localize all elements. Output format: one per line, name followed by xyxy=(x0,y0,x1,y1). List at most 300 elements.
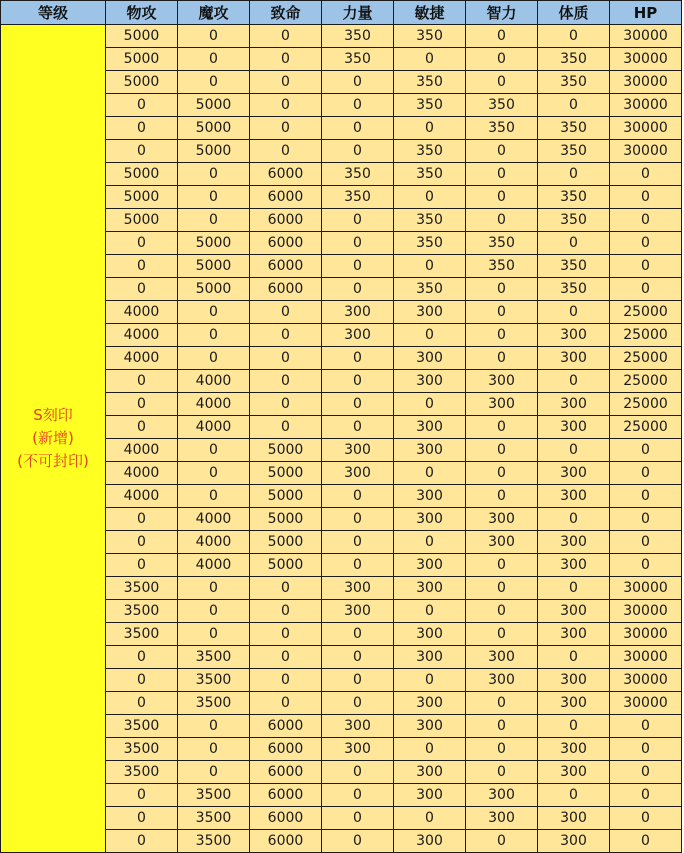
header-agility: 敏捷 xyxy=(394,1,466,25)
cell-agility: 300 xyxy=(394,577,466,600)
cell-strength: 0 xyxy=(322,370,394,393)
cell-strength: 0 xyxy=(322,508,394,531)
cell-hp: 0 xyxy=(610,439,682,462)
cell-phys-atk: 0 xyxy=(106,416,178,439)
cell-agility: 300 xyxy=(394,416,466,439)
cell-strength: 0 xyxy=(322,554,394,577)
cell-strength: 0 xyxy=(322,416,394,439)
cell-strength: 0 xyxy=(322,807,394,830)
cell-agility: 300 xyxy=(394,623,466,646)
cell-magic-atk: 0 xyxy=(178,623,250,646)
cell-hp: 25000 xyxy=(610,347,682,370)
cell-hp: 0 xyxy=(610,278,682,301)
cell-strength: 300 xyxy=(322,600,394,623)
cell-intelligence: 0 xyxy=(466,347,538,370)
cell-critical: 0 xyxy=(250,600,322,623)
cell-phys-atk: 0 xyxy=(106,255,178,278)
header-magic-atk: 魔攻 xyxy=(178,1,250,25)
cell-intelligence: 0 xyxy=(466,416,538,439)
cell-intelligence: 0 xyxy=(466,71,538,94)
cell-critical: 5000 xyxy=(250,485,322,508)
cell-magic-atk: 0 xyxy=(178,209,250,232)
table-body xyxy=(1,25,682,853)
cell-critical: 5000 xyxy=(250,439,322,462)
cell-agility: 0 xyxy=(394,807,466,830)
cell-constitution: 300 xyxy=(538,807,610,830)
cell-constitution: 0 xyxy=(538,163,610,186)
cell-phys-atk: 4000 xyxy=(106,485,178,508)
cell-critical: 6000 xyxy=(250,255,322,278)
cell-hp: 0 xyxy=(610,232,682,255)
cell-hp: 0 xyxy=(610,531,682,554)
cell-critical: 6000 xyxy=(250,784,322,807)
cell-strength: 0 xyxy=(322,232,394,255)
cell-strength: 0 xyxy=(322,117,394,140)
cell-hp: 0 xyxy=(610,807,682,830)
header-row xyxy=(1,1,682,25)
header-intelligence: 智力 xyxy=(466,1,538,25)
cell-hp: 25000 xyxy=(610,370,682,393)
cell-critical: 5000 xyxy=(250,531,322,554)
cell-constitution: 300 xyxy=(538,623,610,646)
cell-phys-atk: 0 xyxy=(106,784,178,807)
cell-magic-atk: 3500 xyxy=(178,830,250,853)
cell-agility: 300 xyxy=(394,784,466,807)
cell-hp: 25000 xyxy=(610,416,682,439)
cell-hp: 30000 xyxy=(610,117,682,140)
cell-magic-atk: 0 xyxy=(178,738,250,761)
cell-critical: 0 xyxy=(250,71,322,94)
cell-constitution: 350 xyxy=(538,209,610,232)
cell-constitution: 0 xyxy=(538,232,610,255)
cell-agility: 300 xyxy=(394,347,466,370)
cell-magic-atk: 3500 xyxy=(178,669,250,692)
cell-hp: 25000 xyxy=(610,324,682,347)
cell-strength: 350 xyxy=(322,163,394,186)
cell-agility: 0 xyxy=(394,669,466,692)
cell-magic-atk: 0 xyxy=(178,25,250,48)
cell-phys-atk: 3500 xyxy=(106,600,178,623)
cell-intelligence: 0 xyxy=(466,830,538,853)
cell-critical: 6000 xyxy=(250,163,322,186)
cell-phys-atk: 0 xyxy=(106,94,178,117)
cell-hp: 0 xyxy=(610,462,682,485)
cell-intelligence: 300 xyxy=(466,646,538,669)
cell-intelligence: 300 xyxy=(466,807,538,830)
cell-constitution: 0 xyxy=(538,25,610,48)
cell-agility: 300 xyxy=(394,761,466,784)
cell-intelligence: 0 xyxy=(466,738,538,761)
cell-intelligence: 0 xyxy=(466,140,538,163)
cell-phys-atk: 0 xyxy=(106,531,178,554)
cell-agility: 0 xyxy=(394,117,466,140)
cell-constitution: 300 xyxy=(538,393,610,416)
cell-strength: 0 xyxy=(322,692,394,715)
cell-hp: 0 xyxy=(610,761,682,784)
cell-critical: 0 xyxy=(250,370,322,393)
cell-constitution: 0 xyxy=(538,508,610,531)
header-constitution: 体质 xyxy=(538,1,610,25)
cell-intelligence: 300 xyxy=(466,531,538,554)
cell-critical: 0 xyxy=(250,347,322,370)
cell-strength: 350 xyxy=(322,25,394,48)
cell-strength: 300 xyxy=(322,738,394,761)
cell-intelligence: 0 xyxy=(466,462,538,485)
cell-critical: 5000 xyxy=(250,462,322,485)
cell-constitution: 0 xyxy=(538,370,610,393)
cell-agility: 300 xyxy=(394,692,466,715)
cell-strength: 0 xyxy=(322,485,394,508)
cell-critical: 6000 xyxy=(250,807,322,830)
cell-critical: 6000 xyxy=(250,209,322,232)
cell-critical: 0 xyxy=(250,669,322,692)
cell-constitution: 300 xyxy=(538,692,610,715)
cell-intelligence: 350 xyxy=(466,94,538,117)
cell-phys-atk: 0 xyxy=(106,370,178,393)
cell-magic-atk: 0 xyxy=(178,48,250,71)
grade-label-line: (新增) xyxy=(32,429,74,447)
cell-magic-atk: 0 xyxy=(178,163,250,186)
cell-intelligence: 0 xyxy=(466,301,538,324)
cell-intelligence: 0 xyxy=(466,577,538,600)
cell-magic-atk: 4000 xyxy=(178,554,250,577)
cell-agility: 350 xyxy=(394,163,466,186)
cell-agility: 0 xyxy=(394,255,466,278)
cell-magic-atk: 4000 xyxy=(178,393,250,416)
cell-constitution: 300 xyxy=(538,669,610,692)
cell-phys-atk: 3500 xyxy=(106,715,178,738)
cell-hp: 30000 xyxy=(610,48,682,71)
cell-agility: 0 xyxy=(394,324,466,347)
cell-agility: 350 xyxy=(394,94,466,117)
cell-constitution: 0 xyxy=(538,715,610,738)
cell-hp: 0 xyxy=(610,163,682,186)
cell-strength: 300 xyxy=(322,439,394,462)
cell-phys-atk: 4000 xyxy=(106,324,178,347)
cell-intelligence: 0 xyxy=(466,485,538,508)
cell-agility: 350 xyxy=(394,140,466,163)
cell-phys-atk: 5000 xyxy=(106,71,178,94)
cell-intelligence: 300 xyxy=(466,508,538,531)
cell-magic-atk: 0 xyxy=(178,485,250,508)
cell-hp: 0 xyxy=(610,508,682,531)
cell-critical: 6000 xyxy=(250,186,322,209)
cell-strength: 0 xyxy=(322,830,394,853)
cell-phys-atk: 0 xyxy=(106,692,178,715)
cell-intelligence: 0 xyxy=(466,715,538,738)
cell-hp: 30000 xyxy=(610,71,682,94)
cell-phys-atk: 0 xyxy=(106,232,178,255)
cell-agility: 350 xyxy=(394,71,466,94)
cell-constitution: 350 xyxy=(538,71,610,94)
cell-hp: 30000 xyxy=(610,94,682,117)
cell-magic-atk: 5000 xyxy=(178,94,250,117)
cell-phys-atk: 0 xyxy=(106,117,178,140)
cell-critical: 0 xyxy=(250,577,322,600)
cell-constitution: 300 xyxy=(538,531,610,554)
cell-constitution: 300 xyxy=(538,738,610,761)
cell-critical: 6000 xyxy=(250,738,322,761)
cell-strength: 0 xyxy=(322,71,394,94)
cell-intelligence: 0 xyxy=(466,25,538,48)
cell-constitution: 300 xyxy=(538,462,610,485)
cell-strength: 0 xyxy=(322,646,394,669)
cell-agility: 0 xyxy=(394,186,466,209)
cell-intelligence: 300 xyxy=(466,784,538,807)
cell-magic-atk: 5000 xyxy=(178,232,250,255)
cell-strength: 0 xyxy=(322,140,394,163)
cell-agility: 300 xyxy=(394,508,466,531)
cell-constitution: 300 xyxy=(538,761,610,784)
cell-phys-atk: 4000 xyxy=(106,301,178,324)
cell-magic-atk: 5000 xyxy=(178,117,250,140)
cell-critical: 0 xyxy=(250,416,322,439)
cell-critical: 0 xyxy=(250,140,322,163)
cell-phys-atk: 4000 xyxy=(106,439,178,462)
cell-critical: 5000 xyxy=(250,508,322,531)
cell-magic-atk: 4000 xyxy=(178,416,250,439)
cell-hp: 0 xyxy=(610,738,682,761)
cell-phys-atk: 0 xyxy=(106,278,178,301)
cell-intelligence: 0 xyxy=(466,163,538,186)
cell-agility: 0 xyxy=(394,531,466,554)
cell-strength: 300 xyxy=(322,577,394,600)
table-row xyxy=(1,25,682,48)
cell-constitution: 350 xyxy=(538,117,610,140)
cell-hp: 30000 xyxy=(610,600,682,623)
grade-label-line: (不可封印) xyxy=(17,452,89,470)
cell-intelligence: 300 xyxy=(466,393,538,416)
cell-hp: 0 xyxy=(610,715,682,738)
cell-agility: 0 xyxy=(394,600,466,623)
cell-hp: 0 xyxy=(610,830,682,853)
cell-strength: 350 xyxy=(322,186,394,209)
cell-phys-atk: 0 xyxy=(106,393,178,416)
cell-magic-atk: 3500 xyxy=(178,692,250,715)
cell-hp: 0 xyxy=(610,554,682,577)
cell-constitution: 300 xyxy=(538,830,610,853)
cell-intelligence: 0 xyxy=(466,692,538,715)
cell-hp: 0 xyxy=(610,255,682,278)
cell-critical: 0 xyxy=(250,646,322,669)
cell-agility: 0 xyxy=(394,462,466,485)
cell-constitution: 300 xyxy=(538,600,610,623)
cell-intelligence: 0 xyxy=(466,278,538,301)
cell-strength: 0 xyxy=(322,209,394,232)
cell-critical: 0 xyxy=(250,324,322,347)
header-phys-atk: 物攻 xyxy=(106,1,178,25)
cell-strength: 0 xyxy=(322,623,394,646)
cell-hp: 30000 xyxy=(610,577,682,600)
cell-hp: 25000 xyxy=(610,393,682,416)
cell-constitution: 350 xyxy=(538,278,610,301)
cell-intelligence: 0 xyxy=(466,209,538,232)
cell-constitution: 300 xyxy=(538,554,610,577)
cell-critical: 6000 xyxy=(250,830,322,853)
cell-phys-atk: 4000 xyxy=(106,462,178,485)
cell-critical: 6000 xyxy=(250,278,322,301)
cell-intelligence: 0 xyxy=(466,623,538,646)
cell-agility: 300 xyxy=(394,554,466,577)
cell-phys-atk: 5000 xyxy=(106,163,178,186)
cell-intelligence: 300 xyxy=(466,669,538,692)
cell-strength: 0 xyxy=(322,347,394,370)
cell-hp: 25000 xyxy=(610,301,682,324)
cell-constitution: 300 xyxy=(538,416,610,439)
cell-agility: 350 xyxy=(394,232,466,255)
cell-agility: 300 xyxy=(394,370,466,393)
cell-hp: 30000 xyxy=(610,25,682,48)
cell-phys-atk: 4000 xyxy=(106,347,178,370)
cell-magic-atk: 3500 xyxy=(178,807,250,830)
cell-strength: 300 xyxy=(322,462,394,485)
cell-agility: 0 xyxy=(394,393,466,416)
cell-agility: 350 xyxy=(394,278,466,301)
cell-intelligence: 0 xyxy=(466,554,538,577)
cell-critical: 5000 xyxy=(250,554,322,577)
header-strength: 力量 xyxy=(322,1,394,25)
cell-phys-atk: 0 xyxy=(106,508,178,531)
cell-phys-atk: 0 xyxy=(106,554,178,577)
cell-strength: 300 xyxy=(322,324,394,347)
cell-phys-atk: 0 xyxy=(106,807,178,830)
cell-magic-atk: 0 xyxy=(178,439,250,462)
cell-intelligence: 350 xyxy=(466,255,538,278)
cell-strength: 0 xyxy=(322,669,394,692)
cell-hp: 0 xyxy=(610,209,682,232)
cell-intelligence: 350 xyxy=(466,117,538,140)
cell-agility: 300 xyxy=(394,715,466,738)
cell-phys-atk: 3500 xyxy=(106,738,178,761)
cell-constitution: 350 xyxy=(538,186,610,209)
cell-critical: 6000 xyxy=(250,715,322,738)
cell-critical: 0 xyxy=(250,623,322,646)
cell-constitution: 350 xyxy=(538,48,610,71)
cell-magic-atk: 5000 xyxy=(178,140,250,163)
cell-constitution: 300 xyxy=(538,347,610,370)
cell-hp: 30000 xyxy=(610,646,682,669)
cell-magic-atk: 4000 xyxy=(178,508,250,531)
cell-agility: 300 xyxy=(394,485,466,508)
cell-constitution: 300 xyxy=(538,485,610,508)
cell-magic-atk: 0 xyxy=(178,186,250,209)
cell-critical: 6000 xyxy=(250,232,322,255)
cell-magic-atk: 5000 xyxy=(178,255,250,278)
cell-critical: 0 xyxy=(250,692,322,715)
cell-agility: 0 xyxy=(394,48,466,71)
cell-hp: 30000 xyxy=(610,669,682,692)
cell-strength: 0 xyxy=(322,393,394,416)
table-header xyxy=(1,1,682,25)
cell-magic-atk: 0 xyxy=(178,600,250,623)
grade-label-line: S刻印 xyxy=(33,406,73,424)
cell-strength: 300 xyxy=(322,715,394,738)
cell-hp: 0 xyxy=(610,784,682,807)
cell-hp: 0 xyxy=(610,186,682,209)
cell-phys-atk: 0 xyxy=(106,830,178,853)
cell-magic-atk: 5000 xyxy=(178,278,250,301)
cell-hp: 30000 xyxy=(610,140,682,163)
cell-strength: 0 xyxy=(322,255,394,278)
cell-phys-atk: 5000 xyxy=(106,48,178,71)
cell-magic-atk: 3500 xyxy=(178,784,250,807)
cell-strength: 0 xyxy=(322,784,394,807)
cell-magic-atk: 4000 xyxy=(178,531,250,554)
cell-magic-atk: 0 xyxy=(178,324,250,347)
cell-intelligence: 0 xyxy=(466,48,538,71)
cell-phys-atk: 5000 xyxy=(106,209,178,232)
cell-strength: 350 xyxy=(322,48,394,71)
cell-constitution: 300 xyxy=(538,324,610,347)
cell-phys-atk: 5000 xyxy=(106,186,178,209)
cell-critical: 0 xyxy=(250,117,322,140)
cell-constitution: 0 xyxy=(538,301,610,324)
grade-cell xyxy=(1,25,106,853)
cell-constitution: 0 xyxy=(538,439,610,462)
cell-intelligence: 300 xyxy=(466,370,538,393)
header-hp: HP xyxy=(610,1,682,25)
cell-agility: 300 xyxy=(394,439,466,462)
cell-agility: 300 xyxy=(394,830,466,853)
cell-magic-atk: 0 xyxy=(178,577,250,600)
cell-constitution: 350 xyxy=(538,255,610,278)
cell-intelligence: 0 xyxy=(466,186,538,209)
cell-hp: 0 xyxy=(610,485,682,508)
cell-critical: 0 xyxy=(250,94,322,117)
cell-strength: 0 xyxy=(322,531,394,554)
cell-constitution: 0 xyxy=(538,646,610,669)
cell-agility: 300 xyxy=(394,301,466,324)
cell-magic-atk: 0 xyxy=(178,715,250,738)
cell-agility: 350 xyxy=(394,209,466,232)
header-critical: 致命 xyxy=(250,1,322,25)
cell-phys-atk: 3500 xyxy=(106,623,178,646)
cell-critical: 0 xyxy=(250,301,322,324)
cell-critical: 6000 xyxy=(250,761,322,784)
cell-intelligence: 0 xyxy=(466,439,538,462)
cell-magic-atk: 0 xyxy=(178,761,250,784)
cell-magic-atk: 0 xyxy=(178,462,250,485)
cell-agility: 350 xyxy=(394,25,466,48)
cell-phys-atk: 0 xyxy=(106,140,178,163)
cell-phys-atk: 5000 xyxy=(106,25,178,48)
cell-constitution: 0 xyxy=(538,784,610,807)
cell-intelligence: 0 xyxy=(466,761,538,784)
cell-strength: 300 xyxy=(322,301,394,324)
cell-agility: 0 xyxy=(394,738,466,761)
cell-hp: 30000 xyxy=(610,623,682,646)
cell-strength: 0 xyxy=(322,761,394,784)
cell-critical: 0 xyxy=(250,393,322,416)
cell-constitution: 350 xyxy=(538,140,610,163)
cell-constitution: 0 xyxy=(538,94,610,117)
cell-phys-atk: 3500 xyxy=(106,761,178,784)
cell-phys-atk: 3500 xyxy=(106,577,178,600)
cell-magic-atk: 0 xyxy=(178,347,250,370)
header-grade: 等级 xyxy=(1,1,106,25)
cell-critical: 0 xyxy=(250,48,322,71)
cell-magic-atk: 3500 xyxy=(178,646,250,669)
cell-phys-atk: 0 xyxy=(106,669,178,692)
cell-magic-atk: 0 xyxy=(178,71,250,94)
cell-intelligence: 0 xyxy=(466,600,538,623)
cell-phys-atk: 0 xyxy=(106,646,178,669)
cell-intelligence: 0 xyxy=(466,324,538,347)
cell-strength: 0 xyxy=(322,278,394,301)
cell-magic-atk: 0 xyxy=(178,301,250,324)
cell-hp: 30000 xyxy=(610,692,682,715)
cell-intelligence: 350 xyxy=(466,232,538,255)
